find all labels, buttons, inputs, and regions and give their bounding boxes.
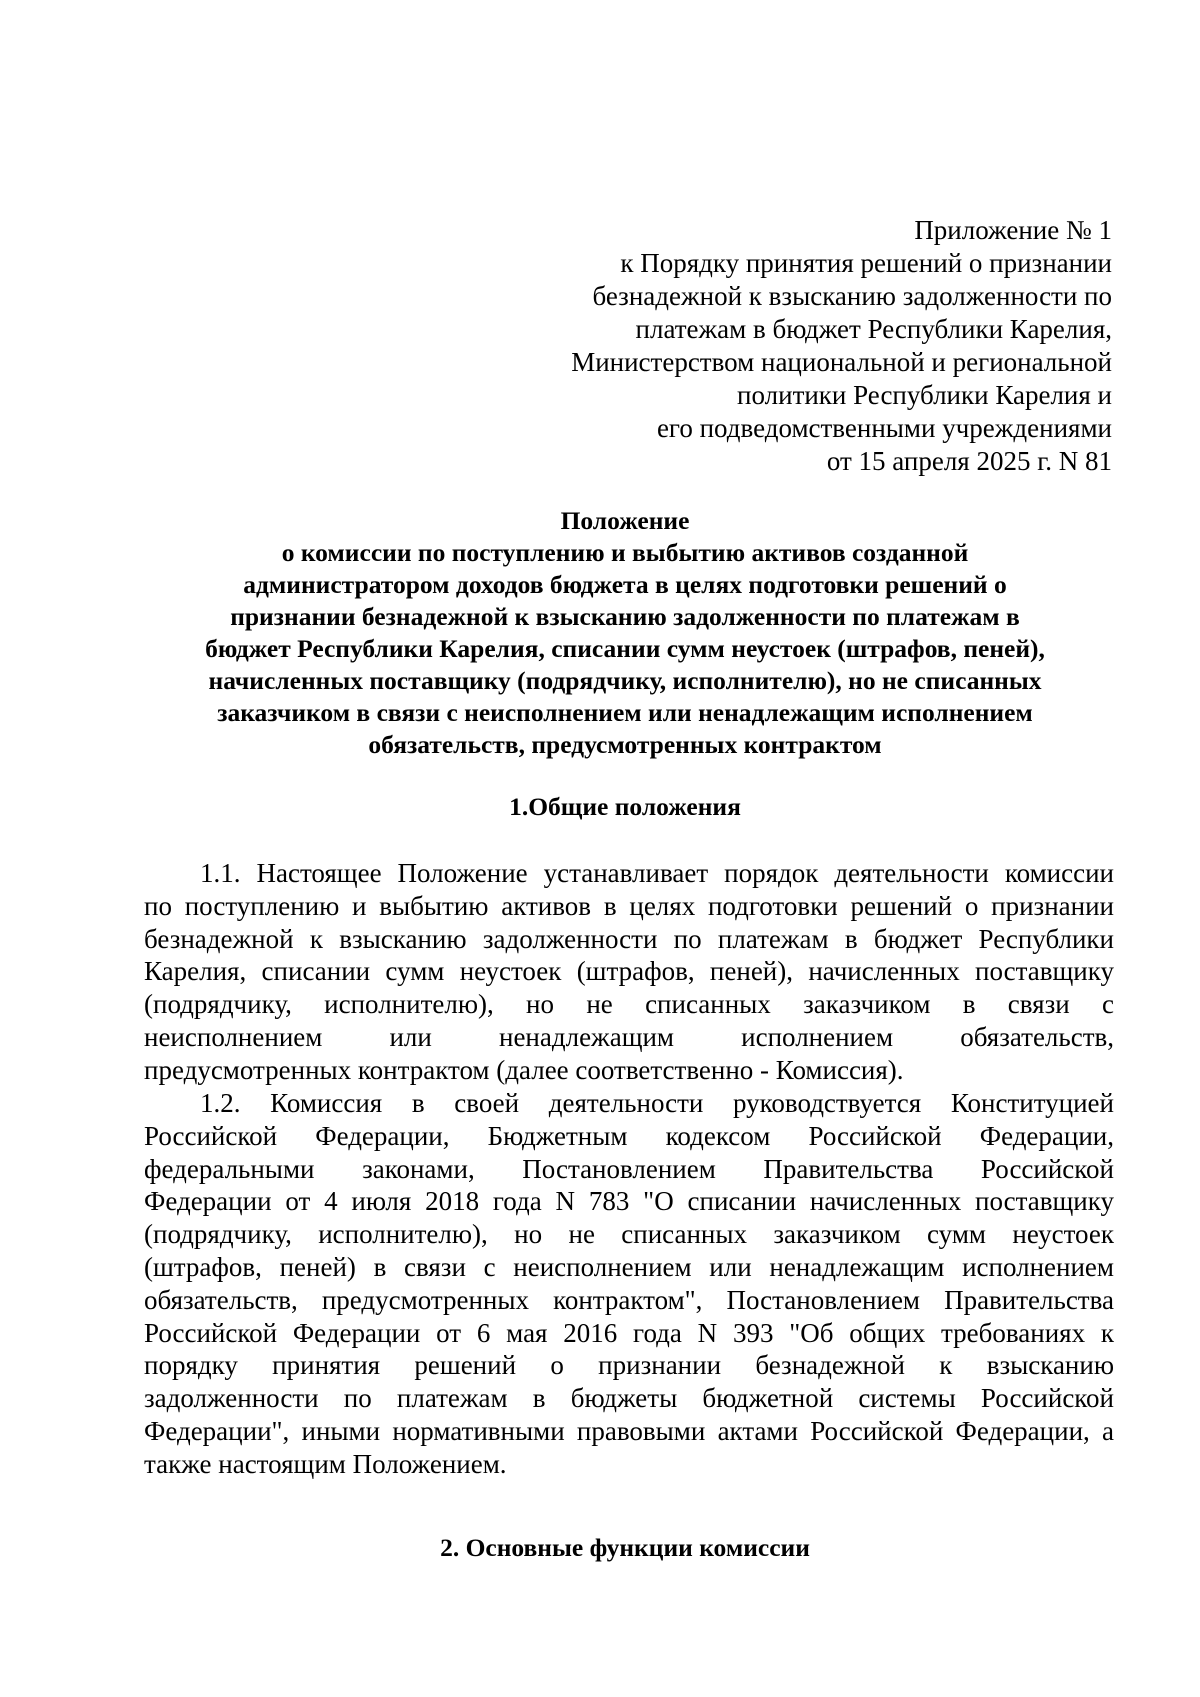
annex-line: безнадежной к взысканию задолженности по	[592, 281, 1112, 311]
text-line: федеральными законами, Постановлением Правительства Российской	[144, 1153, 1114, 1184]
paragraph-1-2	[144, 1087, 1114, 1481]
annex-line: платежам в бюджет Республики Карелия,	[635, 314, 1112, 344]
text-line: обязательств, предусмотренных контрактом", Постановлением Правительства	[144, 1284, 1114, 1315]
annex-line: политики Республики Карелия и	[737, 380, 1112, 410]
text-line: Российской Федерации, Бюджетным кодексом Российской Федерации,	[144, 1120, 1114, 1151]
text-line: безнадежной к взысканию задолженности по платежам в бюджет Республики	[144, 923, 1114, 954]
title-line: бюджет Республики Карелия, списании сумм неустоек (штрафов, пеней),	[205, 634, 1045, 663]
text-line: (штрафов, пеней) в связи с неисполнением или ненадлежащим исполнением	[144, 1251, 1114, 1282]
section-2-heading: 2. Основные функции комиссии	[440, 1533, 810, 1562]
text-line: по поступлению и выбытию активов в целях подготовки решений о признании	[144, 890, 1114, 921]
text-line: неисполнением или ненадлежащим исполнением обязательств,	[144, 1021, 1114, 1052]
annex-line: Приложение № 1	[914, 215, 1112, 245]
text-line: (подрядчику, исполнителю), но не списанных заказчиком сумм неустоек	[144, 1219, 1114, 1250]
text-line: 1.1. Настоящее Положение устанавливает порядок деятельности комиссии	[200, 858, 1114, 888]
text-line: задолженности по платежам в бюджеты бюджетной системы Российской	[144, 1383, 1114, 1414]
document-title	[120, 505, 1130, 761]
annex-line: к Порядку принятия решений о признании	[620, 248, 1112, 278]
text-line: (подрядчику, исполнителю), но не списанных заказчиком в связи с	[144, 989, 1114, 1020]
annex-line: его подведомственными учреждениями	[656, 413, 1112, 443]
text-line: Российской Федерации от 6 мая 2016 года N 393 "Об общих требованиях к	[144, 1317, 1114, 1348]
text-line: также настоящим Положением.	[144, 1448, 507, 1479]
title-line: заказчиком в связи с неисполнением или ненадлежащим исполнением	[217, 698, 1033, 727]
title-line: администратором доходов бюджета в целях подготовки решений о	[243, 570, 1007, 599]
title-line: признании безнадежной к взысканию задолженности по платежам в	[230, 602, 1020, 631]
title-line: о комиссии по поступлению и выбытию активов созданной	[281, 538, 969, 567]
annex-line: от 15 апреля 2025 г. N 81	[826, 446, 1112, 476]
section-1-heading: 1.Общие положения	[509, 792, 741, 821]
text-line: Федерации", иными нормативными правовыми актами Российской Федерации, а	[144, 1415, 1114, 1446]
text-line: порядку принятия решений о признании безнадежной к взысканию	[144, 1350, 1114, 1381]
annex-line: Министерством национальной и региональной	[571, 347, 1112, 377]
annex-header	[472, 214, 1112, 478]
title-line: Положение	[560, 506, 690, 535]
title-line: начисленных поставщику (подрядчику, исполнителю), но не списанных	[208, 666, 1042, 695]
paragraph-1-1	[144, 857, 1114, 1087]
text-line: Федерации от 4 июля 2018 года N 783 "О списании начисленных поставщику	[144, 1186, 1114, 1217]
title-line: обязательств, предусмотренных контрактом	[368, 730, 882, 759]
text-line: предусмотренных контрактом (далее соответственно - Комиссия).	[144, 1054, 904, 1085]
text-line: 1.2. Комиссия в своей деятельности руководствуется Конституцией	[200, 1088, 1114, 1118]
text-line: Карелия, списании сумм неустоек (штрафов, пеней), начисленных поставщику	[144, 956, 1114, 987]
